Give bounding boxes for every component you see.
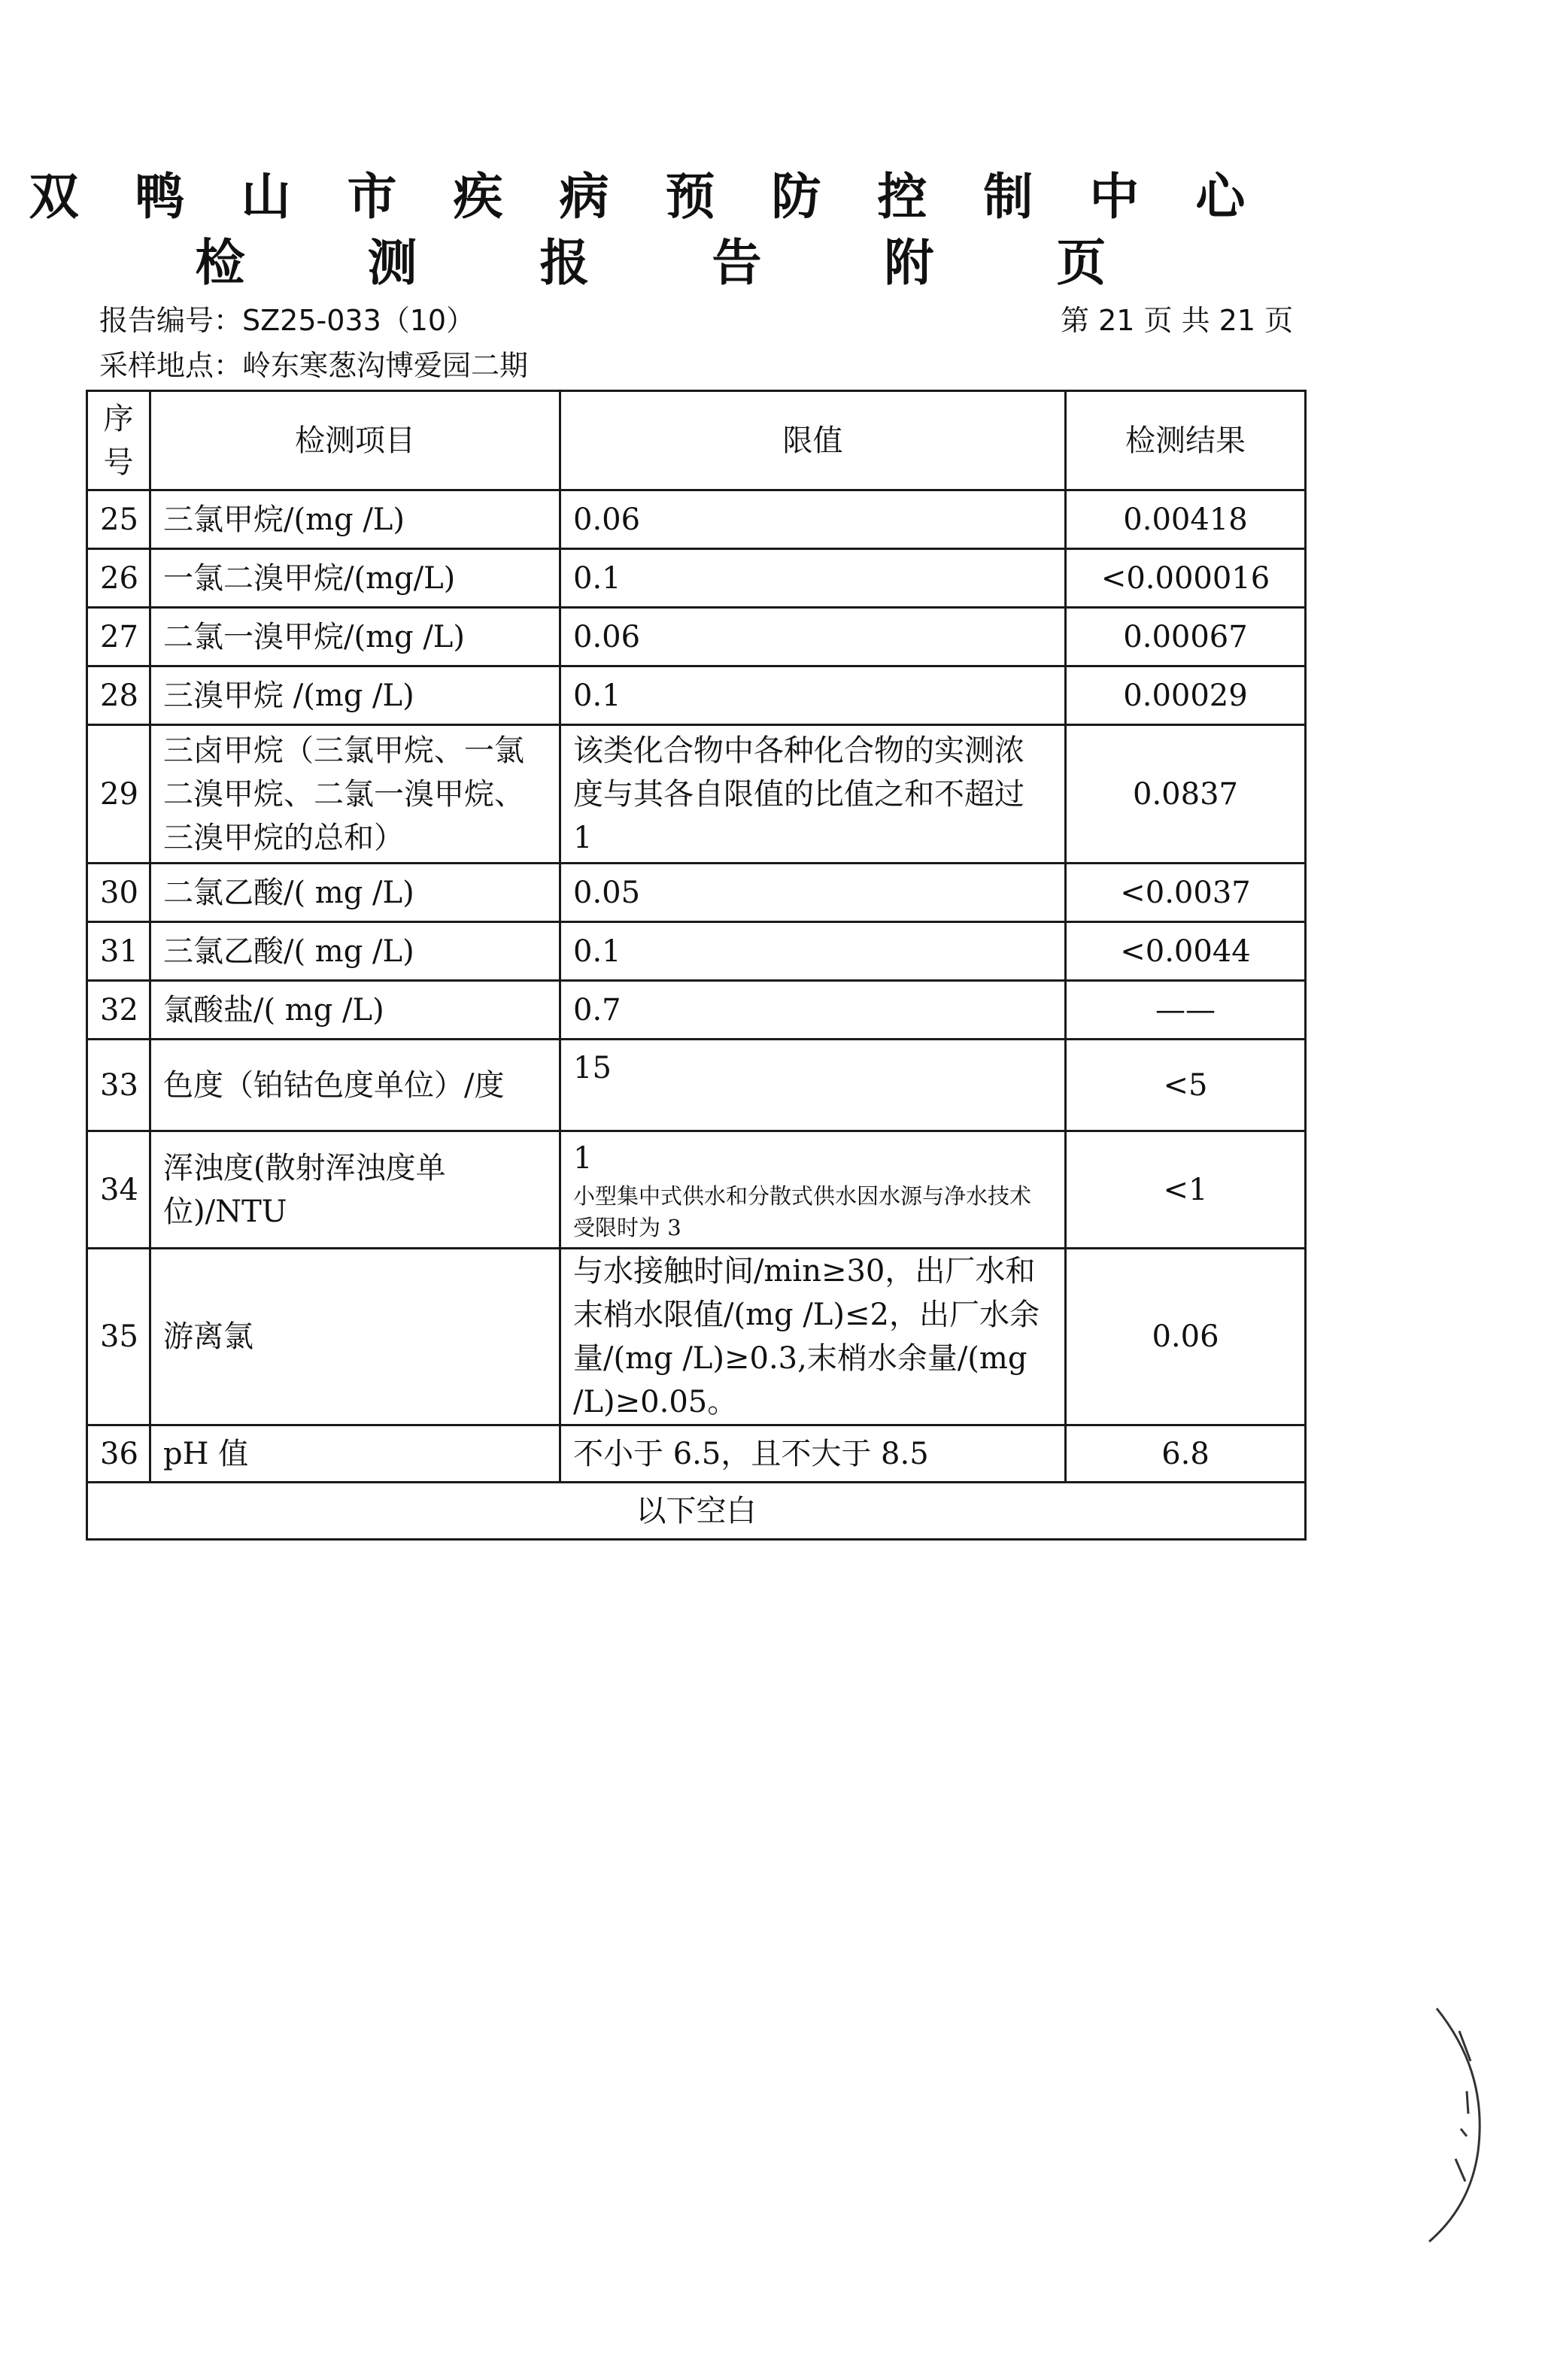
row-seq: 33: [87, 1040, 150, 1131]
table-row: [87, 981, 1306, 1040]
report-number: 报告编号：SZ25-033（10）: [99, 304, 475, 337]
row-limit: 0.1: [560, 549, 1066, 608]
row-result: <1: [1066, 1131, 1306, 1249]
row-result: 0.06: [1066, 1249, 1306, 1425]
row-limit: 与水接触时间/min≥30，出厂水和末梢水限值/(mg /L)≤2，出厂水余量/(mg /L)≥0.3,末梢水余量/(mg /L)≥0.05。: [560, 1249, 1066, 1425]
row-result: 0.00418: [1066, 490, 1306, 549]
row-result: 0.00029: [1066, 666, 1306, 725]
row-item: 氯酸盐/( mg /L): [150, 981, 560, 1040]
page-indicator: 第 21 页 共 21 页: [1061, 304, 1294, 337]
org-title: 双 鸭 山 市 疾 病 预 防 控 制 中 心: [29, 168, 1265, 226]
row-seq: 27: [87, 608, 150, 666]
row-limit: 0.06: [560, 490, 1066, 549]
row-seq: 28: [87, 666, 150, 725]
row-result: 6.8: [1066, 1425, 1306, 1483]
table-row: [87, 725, 1306, 864]
sampling-site: 采样地点：岭东寒葱沟博爱园二期: [99, 349, 529, 382]
table-footer-row: [87, 1483, 1306, 1540]
header-item: 检测项目: [150, 391, 560, 490]
row-limit: 不小于 6.5，且不大于 8.5: [560, 1425, 1066, 1483]
table-row: [87, 490, 1306, 549]
row-seq: 34: [87, 1131, 150, 1249]
row-result: 0.00067: [1066, 608, 1306, 666]
row-item: 三氯乙酸/( mg /L): [150, 922, 560, 981]
row-item: 色度（铂钴色度单位）/度: [150, 1040, 560, 1131]
header-limit: 限值: [560, 391, 1066, 490]
header-result: 检测结果: [1066, 391, 1306, 490]
header-seq: 序号: [87, 391, 150, 490]
row-limit: 0.1: [560, 922, 1066, 981]
row-limit: 1: [573, 1140, 593, 1176]
row-limit: 该类化合物中各种化合物的实测浓度与其各自限值的比值之和不超过 1: [560, 725, 1066, 864]
row-result: 0.0837: [1066, 725, 1306, 864]
row-limit-cell: [560, 1131, 1066, 1249]
row-seq: 35: [87, 1249, 150, 1425]
row-result: <0.0044: [1066, 922, 1306, 981]
row-limit: 0.7: [560, 981, 1066, 1040]
row-item: 一氯二溴甲烷/(mg/L): [150, 549, 560, 608]
blank-below-note: 以下空白: [87, 1483, 1306, 1540]
row-item: 浑浊度(散射浑浊度单位)/NTU: [150, 1131, 560, 1249]
row-result: <0.0037: [1066, 864, 1306, 922]
report-title: 检 测 报 告 附 页: [195, 234, 1159, 292]
row-seq: 36: [87, 1425, 150, 1483]
row-seq: 32: [87, 981, 150, 1040]
row-limit: 0.1: [560, 666, 1066, 725]
row-result: <0.000016: [1066, 549, 1306, 608]
row-item: 二氯一溴甲烷/(mg /L): [150, 608, 560, 666]
row-item: 三氯甲烷/(mg /L): [150, 490, 560, 549]
partial-seal-mark: [1414, 2001, 1504, 2249]
table-row: [87, 1040, 1306, 1131]
table-header-row: [87, 391, 1306, 490]
table-row: [87, 1131, 1306, 1249]
row-limit: 0.06: [560, 608, 1066, 666]
table-row: [87, 1249, 1306, 1425]
row-seq: 29: [87, 725, 150, 864]
table-row: [87, 549, 1306, 608]
table-row: [87, 1425, 1306, 1483]
row-limit: 0.05: [560, 864, 1066, 922]
table-row: [87, 666, 1306, 725]
row-result: <5: [1066, 1040, 1306, 1131]
row-limit: 15: [560, 1040, 1066, 1131]
table-row: [87, 864, 1306, 922]
row-item: 二氯乙酸/( mg /L): [150, 864, 560, 922]
row-seq: 25: [87, 490, 150, 549]
row-limit-note: 小型集中式供水和分散式供水因水源与净水技术受限时为 3: [573, 1182, 1032, 1240]
table-row: [87, 922, 1306, 981]
table-row: [87, 608, 1306, 666]
row-seq: 31: [87, 922, 150, 981]
row-item: 三卤甲烷（三氯甲烷、一氯二溴甲烷、二氯一溴甲烷、三溴甲烷的总和）: [150, 725, 560, 864]
row-seq: 26: [87, 549, 150, 608]
row-seq: 30: [87, 864, 150, 922]
results-table: [86, 390, 1307, 1541]
row-result: ——: [1066, 981, 1306, 1040]
row-item: 三溴甲烷 /(mg /L): [150, 666, 560, 725]
row-item: 游离氯: [150, 1249, 560, 1425]
row-item: pH 值: [150, 1425, 560, 1483]
